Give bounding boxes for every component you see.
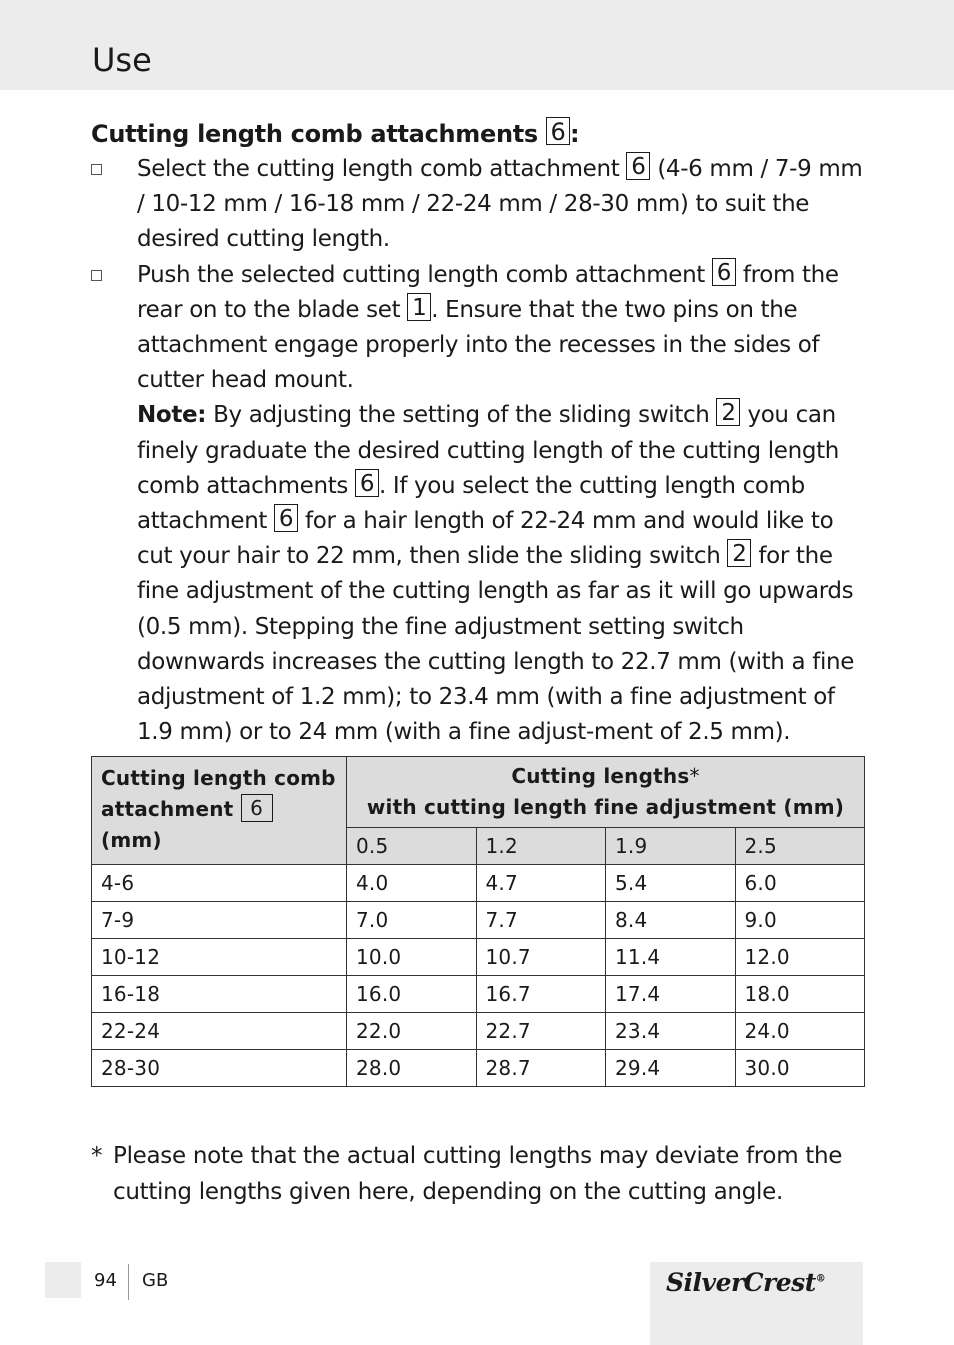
footnote bbox=[91, 1138, 851, 1210]
table-cell-comb: 7-9 bbox=[92, 902, 347, 939]
table-cell: 11.4 bbox=[606, 939, 736, 976]
note-text-2: you can finely graduate the desired cutting length of the cutting length comb attachments bbox=[137, 402, 839, 499]
table-header-comb-unit: (mm) bbox=[101, 828, 162, 852]
table-cell: 22.0 bbox=[347, 1013, 477, 1050]
section-title bbox=[91, 116, 866, 152]
ref-box-6: 6 bbox=[712, 258, 736, 286]
ref-box-6: 6 bbox=[355, 469, 379, 497]
table-cell: 4.0 bbox=[347, 865, 477, 902]
table-cell: 10.0 bbox=[347, 939, 477, 976]
table-cell: 22.7 bbox=[476, 1013, 606, 1050]
table-cell: 28.0 bbox=[347, 1050, 477, 1087]
list-item bbox=[91, 152, 866, 258]
fine-adjust-header: 1.2 bbox=[476, 828, 606, 865]
table-cell: 7.0 bbox=[347, 902, 477, 939]
bullet-2-text-3: . Ensure that the two pins on the attachment engage properly into the recesses in the sides of cutter head mount. bbox=[137, 296, 820, 394]
table-header-row bbox=[92, 757, 865, 828]
table-cell-comb: 10-12 bbox=[92, 939, 347, 976]
main-content bbox=[91, 116, 866, 750]
table-cell: 4.7 bbox=[476, 865, 606, 902]
table-cell-comb: 28-30 bbox=[92, 1050, 347, 1087]
table-header-comb-line1: Cutting length comb bbox=[101, 766, 336, 790]
brand-mark: ® bbox=[815, 1273, 826, 1285]
table-row bbox=[92, 902, 865, 939]
table-header-comb bbox=[92, 757, 347, 865]
table-row bbox=[92, 1050, 865, 1087]
bullet-2-text-2: from the rear on to the blade set bbox=[137, 261, 839, 323]
table-cell-comb: 22-24 bbox=[92, 1013, 347, 1050]
table-cell: 10.7 bbox=[476, 939, 606, 976]
ref-box-6: 6 bbox=[626, 152, 650, 180]
table-header-lengths-line2: with cutting length fine adjustment (mm) bbox=[366, 795, 845, 819]
table-header-lengths-line1: Cutting lengths bbox=[511, 764, 690, 788]
note-text-3: . If you select the cutting length comb attachment bbox=[137, 472, 805, 535]
table-row bbox=[92, 1013, 865, 1050]
table-row bbox=[92, 976, 865, 1013]
note-text-5: for the fine adjustment of the cutting length as far as it will go upwards (0.5 mm). Stepping the fine adjustment setting switch downwards increases the cutting length to 22.7 mm (with a fine adjustment of 1.2 mm); to 23.4 mm (with a fine adjustment of 1.9 mm) or to 24 mm (with a fine adjust-ment of 2.5 mm). bbox=[137, 543, 855, 746]
fine-adjust-header: 0.5 bbox=[347, 828, 477, 865]
bullet-1-text-2: (4-6 mm / 7-9 mm / 10-12 mm / 16-18 mm / 22-24 mm / 28-30 mm) to suit the desired cutting length. bbox=[137, 156, 863, 253]
footnote-star: * bbox=[91, 1143, 103, 1169]
table-cell: 7.7 bbox=[476, 902, 606, 939]
table-row bbox=[92, 865, 865, 902]
table-cell: 16.7 bbox=[476, 976, 606, 1013]
cutting-length-table bbox=[91, 756, 865, 1087]
ref-box-2: 2 bbox=[716, 398, 740, 426]
table-cell: 23.4 bbox=[606, 1013, 736, 1050]
page-divider bbox=[128, 1264, 129, 1300]
table-cell: 18.0 bbox=[735, 976, 865, 1013]
table-header-star: * bbox=[689, 764, 700, 788]
table-row bbox=[92, 939, 865, 976]
ref-box-1: 1 bbox=[407, 293, 431, 321]
page-number: 94 bbox=[94, 1270, 117, 1291]
table-header-lengths bbox=[347, 757, 865, 828]
brand-name: SilverCrest bbox=[666, 1268, 816, 1297]
table-cell: 17.4 bbox=[606, 976, 736, 1013]
table-cell: 28.7 bbox=[476, 1050, 606, 1087]
table-cell: 29.4 bbox=[606, 1050, 736, 1087]
table-cell: 24.0 bbox=[735, 1013, 865, 1050]
note-label: Note: bbox=[137, 402, 207, 429]
table-cell: 16.0 bbox=[347, 976, 477, 1013]
table-cell: 30.0 bbox=[735, 1050, 865, 1087]
section-title-colon: : bbox=[569, 120, 580, 148]
checkbox-bullet-icon bbox=[91, 270, 102, 281]
table-cell: 5.4 bbox=[606, 865, 736, 902]
ref-box-2: 2 bbox=[727, 539, 751, 567]
fine-adjust-header: 1.9 bbox=[606, 828, 736, 865]
table-cell-comb: 4-6 bbox=[92, 865, 347, 902]
bullet-2-text-1: Push the selected cutting length comb attachment bbox=[137, 261, 705, 288]
footnote-text: Please note that the actual cutting lengths may deviate from the cutting lengths given here, depending on the cutting angle. bbox=[113, 1143, 843, 1205]
table-cell: 12.0 bbox=[735, 939, 865, 976]
ref-box-6: 6 bbox=[241, 794, 273, 822]
note-text-4: for a hair length of 22-24 mm and would like to cut your hair to 22 mm, then slide the sliding switch bbox=[137, 508, 834, 570]
page-marker-box bbox=[45, 1262, 81, 1298]
page-title: Use bbox=[92, 41, 152, 79]
table-cell: 8.4 bbox=[606, 902, 736, 939]
brand-logo bbox=[666, 1268, 825, 1297]
ref-box-6: 6 bbox=[546, 117, 570, 145]
ref-box-6: 6 bbox=[274, 504, 298, 532]
note-text-1: By adjusting the setting of the sliding switch bbox=[213, 402, 710, 429]
table-cell-comb: 16-18 bbox=[92, 976, 347, 1013]
list-item bbox=[91, 258, 866, 751]
table-header-comb-line2: attachment bbox=[101, 797, 234, 821]
table-cell: 9.0 bbox=[735, 902, 865, 939]
bullet-1-text-1: Select the cutting length comb attachment bbox=[137, 156, 620, 182]
fine-adjust-header: 2.5 bbox=[735, 828, 865, 865]
checkbox-bullet-icon bbox=[91, 164, 102, 175]
table-cell: 6.0 bbox=[735, 865, 865, 902]
page-language: GB bbox=[142, 1270, 169, 1291]
section-title-text: Cutting length comb attachments bbox=[91, 120, 538, 148]
